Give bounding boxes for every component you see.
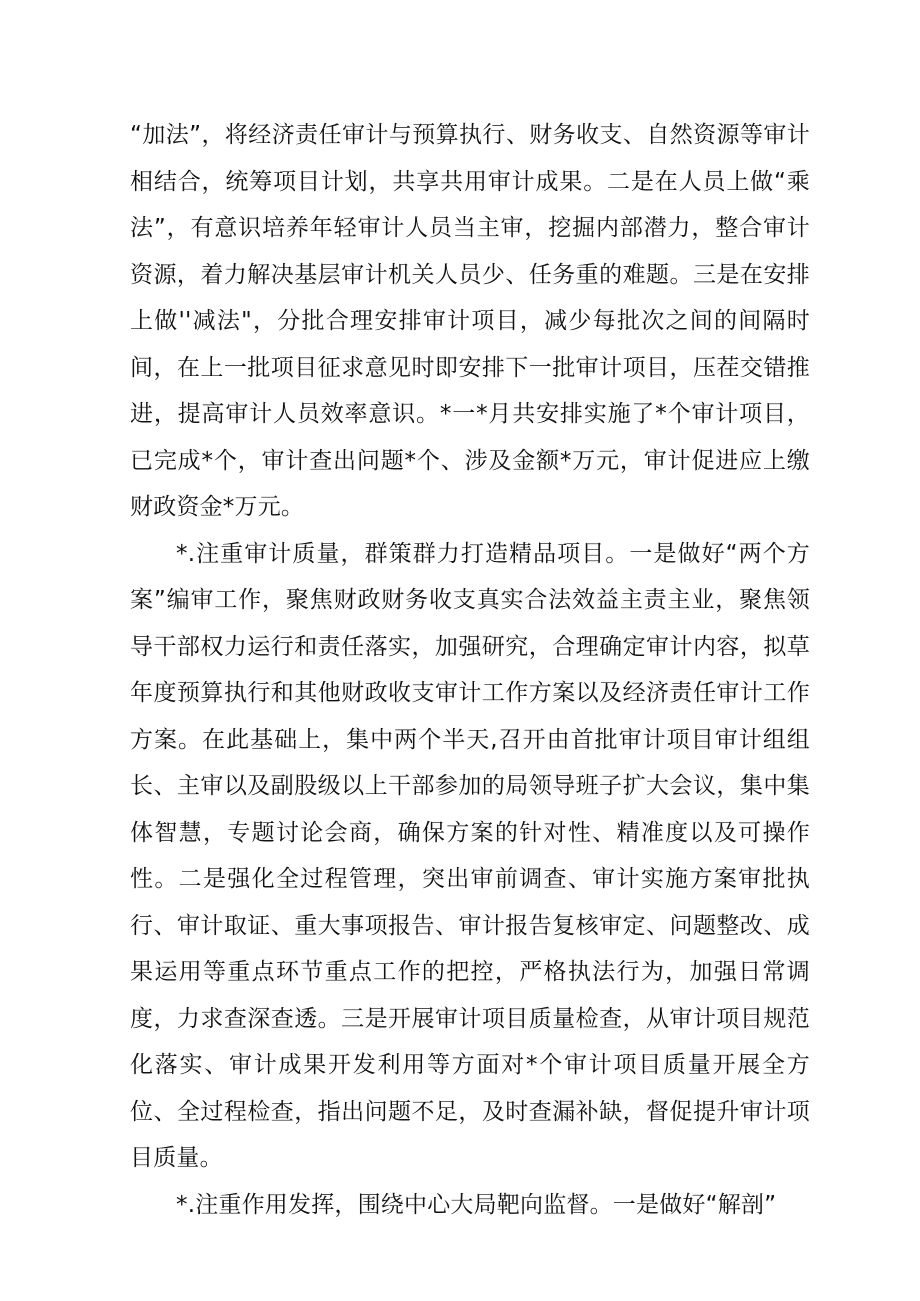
paragraph-audit-quality: *.注重审计质量，群策群力打造精品项目。一是做好“两个方案”编审工作，聚焦财政财务收支真实合法效益主责主业，聚焦领导干部权力运行和责任落实，加强研究，合理确定审计内容，拟草年度预算执行和其他财政收支审计工作方案以及经济责任审计工作方案。在此基础上，集中两个半天,召开由首批审计项目审计组组长、主审以及副股级以上干部参加的局领导班子扩大会议，集中集体智慧，专题讨论会商，确保方案的针对性、精准度以及可操作性。二是强化全过程管理，突出审前调查、审计实施方案审批执行、审计取证、重大事项报告、审计报告复核审定、问题整改、成果运用等重点环节重点工作的把控，严格执法行为，加强日常调度，力求查深查透。三是开展审计项目质量检查，从审计项目规范化落实、审计成果开发利用等方面对*个审计项目质量开展全方位、全过程检查，指出问题不足，及时查漏补缺，督促提升审计项目质量。 — [130, 540, 810, 1171]
paragraph-continuation: “加法”，将经济责任审计与预算执行、财务收支、自然资源等审计相结合，统筹项目计划，共享共用审计成果。二是在人员上做“乘法”，有意识培养年轻审计人员当主审，挖掘内部潜力，整合审计资源，着力解决基层审计机关人员少、任务重的难题。三是在安排上做''减法"，分批合理安排审计项目，减少每批次之间的间隔时间，在上一批项目征求意见时即安排下一批审计项目，压茬交错推进，提高审计人员效率意识。*一*月共安排实施了*个审计项目，已完成*个，审计查出问题*个、涉及金额*万元，审计促进应上缴财政资金*万元。 — [130, 122, 810, 520]
paragraph-role-play: *.注重作用发挥，围绕中心大局靶向监督。一是做好“解剖” — [176, 1191, 777, 1218]
document-body — [130, 112, 810, 1228]
